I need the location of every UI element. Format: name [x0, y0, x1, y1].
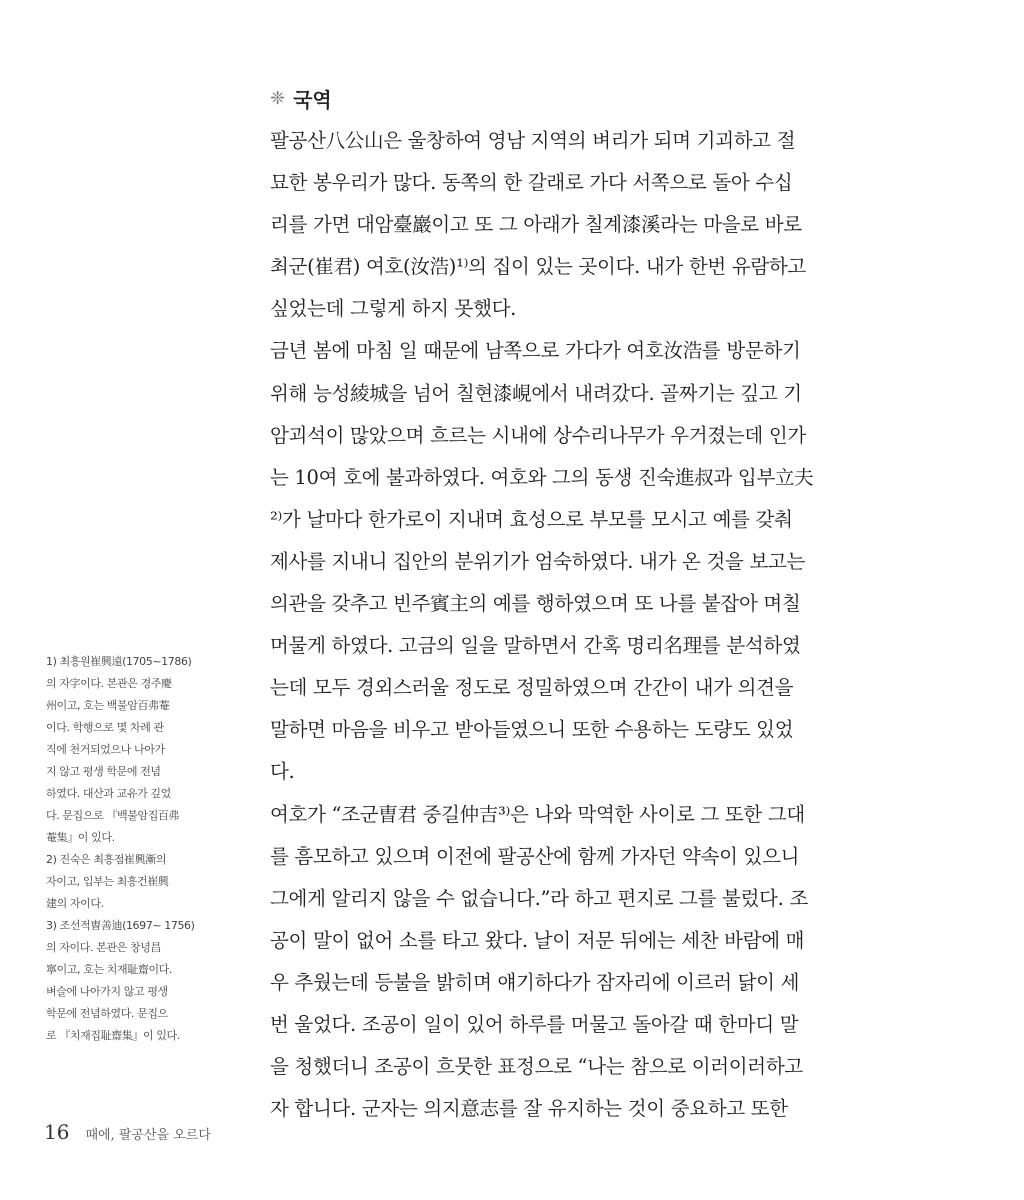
body-line: 의관을 갖추고 빈주賓主의 예를 행하였으며 또 나를 붙잡아 며칠 [270, 592, 801, 616]
body-line: 묘한 봉우리가 많다. 동쪽의 한 갈래로 가다 서쪽으로 돌아 수십 [270, 171, 793, 195]
body-line: 우 추웠는데 등불을 밝히며 얘기하다가 잠자리에 이르러 닭이 세 [270, 970, 800, 994]
body-line: 는 10여 호에 불과하였다. 여호와 그의 동생 진숙進叔과 입부立夫 [270, 465, 814, 489]
section-heading [270, 84, 332, 113]
body-line: 그에게 알리지 않을 수 없습니다.”라 하고 편지로 그를 불렀다. 조 [270, 886, 808, 910]
footnote-line: 2) 진숙은 최흥점崔興漸의 [46, 853, 167, 866]
body-line: 금년 봄에 마침 일 때문에 남쪽으로 가다가 여호汝浩를 방문하기 [270, 339, 801, 363]
footnote-line: 3) 조선적曺善迪(1697~ 1756) [46, 919, 195, 932]
footnote-line: 로 『치재집耻齋集』이 있다. [46, 1029, 180, 1042]
body-line: 는데 모두 경외스러울 정도로 정밀하였으며 간간이 내가 의견을 [270, 676, 794, 700]
body-line: 를 흠모하고 있으며 이전에 팔공산에 함께 가자던 약속이 있으니 [270, 844, 800, 868]
running-title: 때에, 팔공산을 오르다 [85, 1128, 211, 1143]
footnote-line: 학문에 전념하였다. 문집으 [46, 1007, 168, 1020]
body-line: 암괴석이 많았으며 흐르는 시내에 상수리나무가 우거졌는데 인가 [270, 423, 806, 447]
body-line: 최군(崔君) 여호(汝浩)¹⁾의 집이 있는 곳이다. 내가 한번 유람하고 [270, 255, 806, 279]
body-line: 팔공산八公山은 울창하여 영남 지역의 벼리가 되며 기괴하고 절 [270, 129, 796, 152]
body-line: 자 합니다. 군자는 의지意志를 잘 유지하는 것이 중요하고 또한 [270, 1097, 788, 1121]
footnote-line: 州이고, 호는 백불암百弗菴 [46, 699, 170, 712]
footnote-line: 이다. 학행으로 몇 차례 관 [46, 721, 164, 734]
footnote-line: 벼슬에 나아가지 않고 평생 [46, 985, 168, 998]
footnote-line: 寧이고, 호는 치재耻齋이다. [46, 963, 172, 976]
translation-body [270, 120, 850, 1130]
body-line: 번 울었다. 조공이 일이 있어 하루를 머물고 돌아갈 때 한마디 말 [270, 1012, 799, 1036]
body-line: 위해 능성綾城을 넘어 칠현漆峴에서 내려갔다. 골짜기는 깊고 기 [270, 381, 802, 405]
footnote-line: 지 않고 평생 학문에 전념 [46, 765, 161, 778]
body-line: 다. [270, 760, 295, 784]
footnote-line: 자이고, 입부는 최흥건崔興 [46, 875, 169, 888]
footnote-line: 菴集』이 있다. [46, 831, 115, 844]
footnotes [46, 651, 204, 1047]
ornament-icon: ❈ [270, 88, 286, 109]
body-line: 공이 말이 없어 소를 타고 왔다. 날이 저문 뒤에는 세찬 바람에 매 [270, 928, 805, 952]
body-line: 제사를 지내니 집안의 분위기가 엄숙하였다. 내가 온 것을 보고는 [270, 549, 806, 573]
body-line: 여호가 “조군曺君 중길仲吉³⁾은 나와 막역한 사이로 그 또한 그대 [270, 802, 805, 826]
page-number: 16 [44, 1120, 70, 1144]
footnote-line: 의 자이다. 본관은 창녕昌 [46, 941, 162, 954]
footnote-line: 建의 자이다. [46, 897, 104, 910]
section-title: 국역 [293, 88, 332, 112]
footnote-line: 1) 최흥원崔興遠(1705~1786) [46, 655, 192, 668]
footnote-line: 직에 천거되었으나 나아가 [46, 743, 165, 756]
body-line: 리를 가면 대암臺巖이고 또 그 아래가 칠계漆溪라는 마을로 바로 [270, 213, 802, 237]
footnote-line: 하였다. 대산과 교유가 깊었 [46, 787, 171, 800]
body-line: 을 청했더니 조공이 흐뭇한 표정으로 “나는 참으로 이러이러하고 [270, 1055, 803, 1079]
footnote-line: 의 자字이다. 본관은 경주慶 [46, 677, 172, 690]
body-line: 싶었는데 그렇게 하지 못했다. [270, 297, 517, 321]
body-line: 머물게 하였다. 고금의 일을 말하면서 간혹 명리名理를 분석하였 [270, 634, 801, 658]
footnote-line: 다. 문집으로 『백불암집百弗 [46, 809, 180, 822]
body-line: 말하면 마음을 비우고 받아들였으니 또한 수용하는 도량도 있었 [270, 718, 794, 742]
body-line: ²⁾가 날마다 한가로이 지내며 효성으로 부모를 모시고 예를 갖춰 [270, 507, 793, 531]
page-footer [44, 1120, 211, 1144]
